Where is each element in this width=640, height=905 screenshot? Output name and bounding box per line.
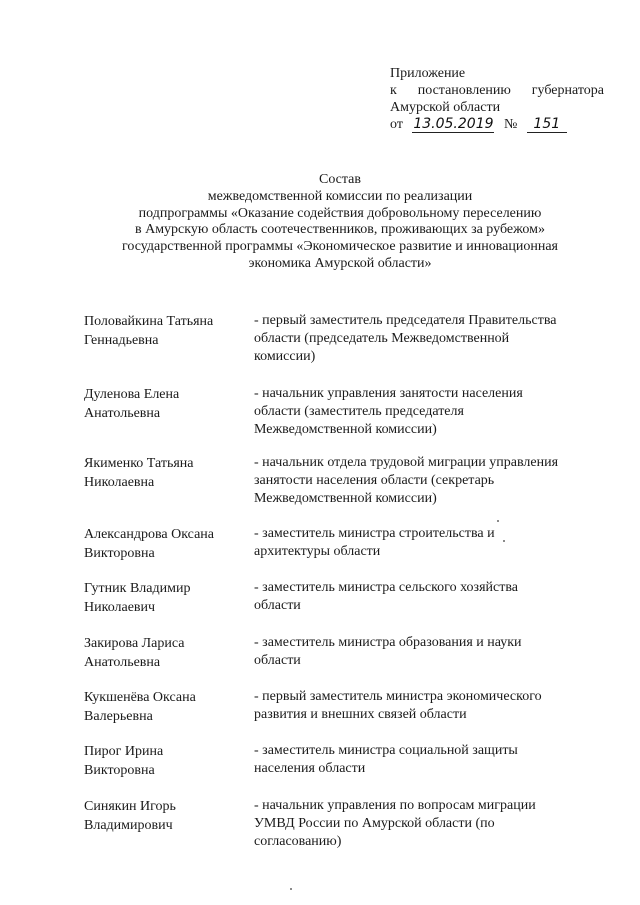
member-name: Кукшенёва Оксана Валерьевна	[84, 690, 196, 724]
title-line: межведомственной комиссии по реализации	[207, 188, 473, 204]
handwritten-number: 151	[527, 117, 567, 133]
member-role: - заместитель министра образования и науки области	[254, 635, 522, 668]
member-role: - начальник управления по вопросам миграции УМВД России по Амурской области (по согласованию)	[254, 798, 536, 849]
appendix-date-number: от 13.05.2019 № 151	[390, 116, 610, 133]
title-line: экономика Амурской области»	[248, 255, 432, 271]
appendix-header	[390, 65, 610, 133]
member-role: - заместитель министра сельского хозяйства области	[254, 580, 518, 613]
member-role: - заместитель министра строительства и архитектуры области	[254, 526, 495, 559]
member-name: Синякин Игорь Владимирович	[84, 799, 176, 833]
member-name: Александрова Оксана Викторовна	[84, 527, 214, 561]
member-role: - первый заместитель председателя Правительства области (председатель Межведомственной комиссии)	[254, 313, 557, 364]
title-line: Состав	[318, 172, 361, 187]
member-role: - первый заместитель министра экономического развития и внешних связей области	[254, 689, 542, 722]
appendix-region: Амурской области	[390, 100, 501, 115]
appendix-title: Приложение	[390, 66, 466, 81]
scan-speck	[503, 540, 505, 542]
handwritten-date: 13.05.2019	[413, 116, 494, 132]
member-name: Якименко Татьяна Николаевна	[84, 456, 194, 490]
member-name: Гутник Владимир Николаевич	[84, 581, 191, 615]
scan-speck	[290, 888, 292, 890]
appendix-decree-line: к постановлению губернатора	[390, 83, 604, 98]
title-line: подпрограммы «Оказание содействия добровольному переселению	[138, 205, 542, 221]
scan-speck	[497, 520, 499, 522]
member-role: - начальник управления занятости населения области (заместитель председателя Межведомственной комиссии)	[254, 386, 523, 437]
member-name: Половайкина Татьяна Геннадьевна	[84, 314, 214, 348]
document-title	[60, 172, 620, 273]
title-line: государственной программы «Экономическое развитие и инновационная	[122, 239, 558, 255]
member-role: - заместитель министра социальной защиты населения области	[254, 743, 518, 776]
member-name: Пирог Ирина Викторовна	[84, 744, 164, 778]
title-line: в Амурскую область соотечественников, проживающих за рубежом»	[134, 222, 546, 238]
member-name: Дуленова Елена Анатольевна	[84, 387, 180, 421]
member-name: Закирова Лариса Анатольевна	[84, 636, 185, 670]
member-role: - начальник отдела трудовой миграции управления занятости населения области (секретарь Межведомственной комиссии)	[254, 455, 559, 506]
